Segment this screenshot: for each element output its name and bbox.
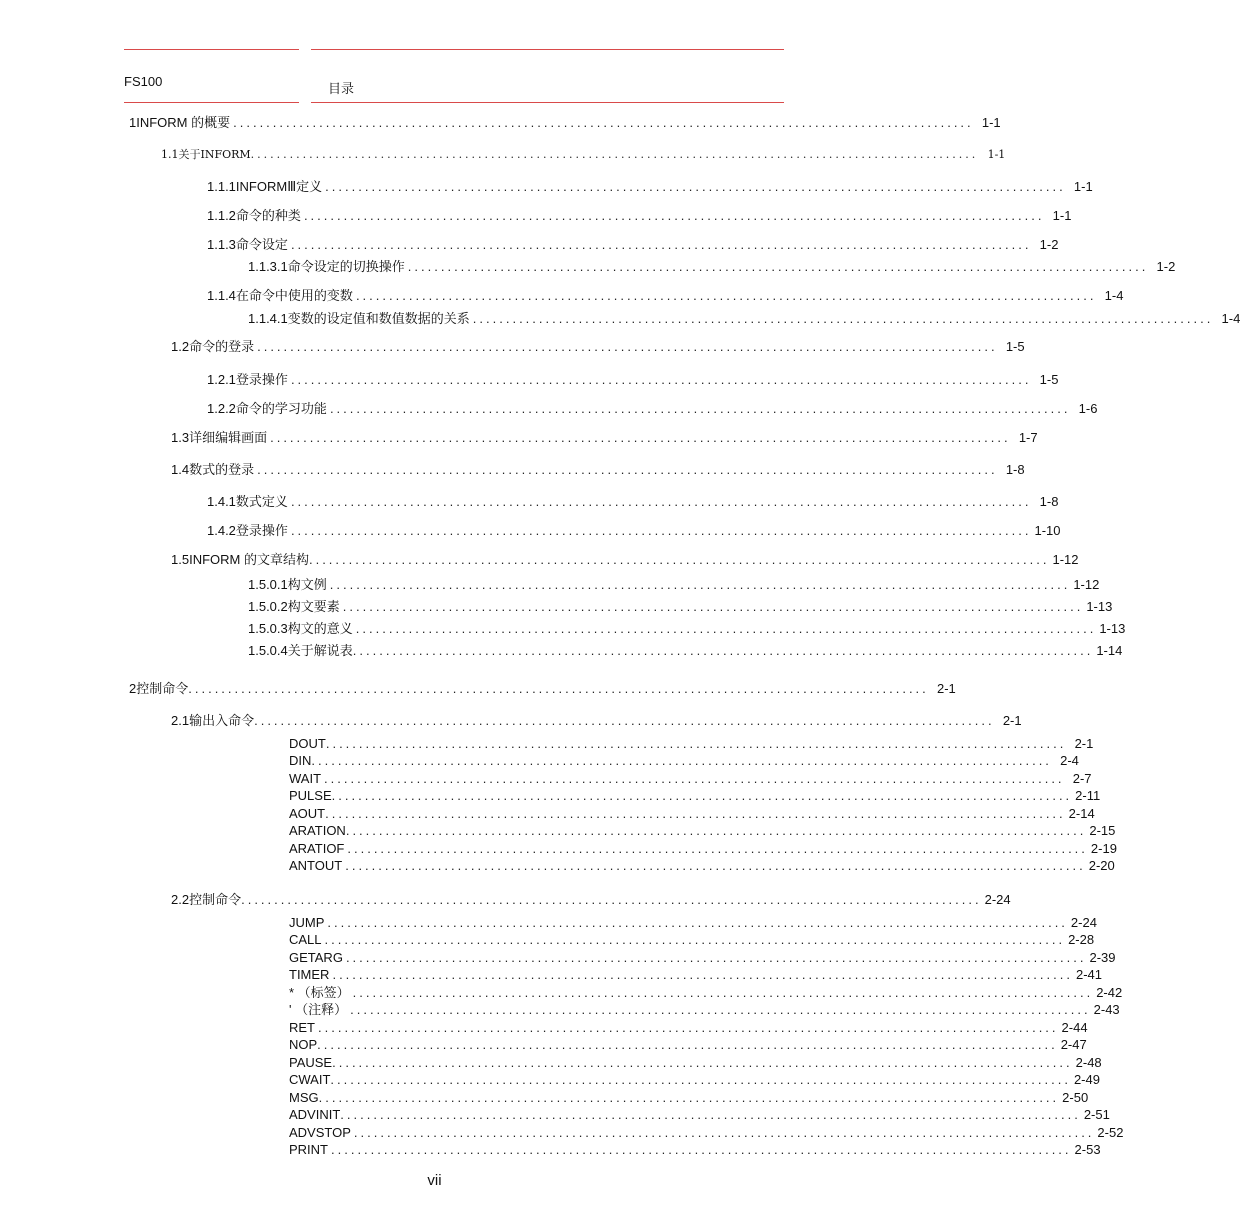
- toc-entry[interactable]: [207, 523, 1061, 539]
- toc-page: 2-52: [1097, 1125, 1124, 1140]
- toc-leader: ................................................................................................................: [290, 237, 1032, 252]
- toc-page: 2-50: [1062, 1090, 1089, 1105]
- toc-page: 2-39: [1089, 950, 1116, 965]
- toc-page: 2-28: [1068, 932, 1095, 947]
- toc-number: 2.2: [171, 892, 190, 907]
- toc-entry[interactable]: [289, 858, 1115, 874]
- toc-title: 构文例: [287, 577, 327, 592]
- toc-leader: ................................................................................................................: [324, 771, 1065, 786]
- toc-number: 1.3: [171, 430, 190, 445]
- toc-title: 命令设定: [235, 237, 288, 252]
- toc-page: 1-8: [1039, 494, 1059, 509]
- toc-leader: ................................................................................................................: [325, 806, 1066, 821]
- toc-title: 控制命令: [189, 892, 242, 907]
- toc-title: AOUT: [289, 806, 326, 821]
- toc-number: 1.5.0.2: [248, 599, 288, 614]
- toc-leader: ................................................................................................................: [331, 788, 1073, 803]
- toc-leader: ................................................................................................................: [270, 430, 1011, 445]
- toc-number: 1.4.2: [207, 523, 236, 538]
- toc-title: 命令的种类: [235, 208, 301, 223]
- toc-title: 数式定义: [235, 494, 288, 509]
- toc-page: 1-2: [1039, 237, 1059, 252]
- toc-leader: ................................................................................................................: [345, 950, 1087, 965]
- toc-leader: ................................................................................................................: [342, 599, 1084, 614]
- header-rule-top-left: [124, 49, 299, 50]
- toc-leader: ................................................................................................................: [332, 967, 1073, 982]
- toc-page: 2-47: [1060, 1037, 1087, 1052]
- toc-title: 数式的登录: [189, 462, 255, 477]
- toc-entry[interactable]: [289, 1037, 1087, 1053]
- toc-title: PAUSE: [289, 1055, 333, 1070]
- toc-leader: ................................................................................................................: [472, 311, 1214, 326]
- toc-title: * （标签）: [289, 985, 350, 1000]
- toc-leader: ................................................................................................................: [352, 985, 1094, 1000]
- toc-title: CWAIT: [289, 1072, 331, 1087]
- toc-number: 2.1: [171, 713, 190, 728]
- toc-page: 2-14: [1068, 806, 1095, 821]
- toc-number: 1.2.1: [207, 372, 236, 387]
- toc-page: 2-24: [984, 892, 1011, 907]
- header-product: FS100: [124, 74, 163, 89]
- toc-page: 1-10: [1034, 523, 1061, 538]
- toc-leader: ................................................................................................................: [350, 1002, 1091, 1017]
- toc-page: 2-19: [1090, 841, 1117, 856]
- toc-number: 1.5.0.4: [248, 643, 288, 658]
- toc-leader: ................................................................................................................: [290, 494, 1032, 509]
- toc-leader: ................................................................................................................: [290, 372, 1032, 387]
- toc-title: JUMP: [289, 915, 325, 930]
- toc-entry[interactable]: [289, 736, 1094, 752]
- toc-entry[interactable]: [289, 985, 1123, 1001]
- toc-entry[interactable]: [171, 892, 1011, 908]
- toc-entry[interactable]: [289, 1107, 1110, 1123]
- toc-entry[interactable]: [248, 621, 1126, 637]
- toc-entry[interactable]: [289, 771, 1092, 787]
- toc-leader: ................................................................................................................: [332, 1055, 1073, 1070]
- toc-leader: ................................................................................................................: [303, 208, 1045, 223]
- toc-page: 1-12: [1073, 577, 1100, 592]
- toc-number: 2: [129, 681, 137, 696]
- toc-leader: ................................................................................................................: [318, 1090, 1060, 1105]
- toc-entry[interactable]: [207, 288, 1124, 304]
- toc-page: 2-49: [1073, 1072, 1100, 1087]
- header-section-title: 目录: [328, 81, 355, 96]
- page-number: vii: [427, 1172, 442, 1189]
- toc-entry[interactable]: [171, 339, 1025, 355]
- toc-leader: ................................................................................................................: [325, 736, 1067, 751]
- toc-number: 1.4.1: [207, 494, 236, 509]
- toc-number: 1.1.3: [207, 237, 236, 252]
- toc-title: CALL: [289, 932, 322, 947]
- toc-entry[interactable]: [248, 311, 1240, 327]
- toc-leader: ................................................................................................................: [250, 148, 979, 161]
- toc-page: 2-53: [1074, 1142, 1101, 1157]
- toc-page: 2-41: [1075, 967, 1103, 982]
- toc-page: 1-1: [981, 115, 1001, 130]
- toc-page: 2-48: [1075, 1055, 1102, 1070]
- toc-title: INFORMⅢ定义: [235, 179, 323, 194]
- toc-entry[interactable]: [289, 1020, 1088, 1036]
- toc-entry[interactable]: [207, 237, 1059, 253]
- toc-page: 2-43: [1093, 1002, 1120, 1017]
- toc-leader: ................................................................................................................: [330, 1072, 1071, 1087]
- toc-page: 1-12: [1052, 552, 1079, 567]
- toc-title: ARATIOF: [289, 841, 345, 856]
- toc-number: 1.1.3.1: [248, 259, 288, 274]
- toc-title: PULSE: [289, 788, 332, 803]
- toc-leader: ................................................................................................................: [324, 932, 1066, 947]
- toc-entry[interactable]: [289, 788, 1101, 804]
- toc-entry[interactable]: [289, 753, 1079, 769]
- toc-entry[interactable]: [289, 1142, 1101, 1158]
- toc-title: NOP: [289, 1037, 318, 1052]
- toc-entry[interactable]: [248, 577, 1100, 593]
- toc-page: 1-1: [1073, 179, 1093, 194]
- toc-title: RET: [289, 1020, 315, 1035]
- toc-page: 2-1: [1074, 736, 1094, 751]
- toc-leader: ................................................................................................................: [257, 339, 998, 354]
- toc-number: 1.2.2: [207, 401, 236, 416]
- toc-title: PRINT: [289, 1142, 328, 1157]
- toc-title: 命令的学习功能: [235, 401, 327, 416]
- toc-title: TIMER: [289, 967, 330, 982]
- toc-entry[interactable]: [207, 179, 1093, 195]
- toc-leader: ................................................................................................................: [241, 892, 982, 907]
- toc-title: ' （注释）: [289, 1002, 348, 1017]
- toc-entry[interactable]: [207, 208, 1072, 224]
- toc-leader: ................................................................................................................: [340, 1107, 1081, 1122]
- toc-leader: ................................................................................................................: [345, 858, 1086, 873]
- toc-page: 2-15: [1089, 823, 1116, 838]
- toc-leader: ................................................................................................................: [345, 823, 1087, 838]
- toc-page: 1-13: [1086, 599, 1113, 614]
- toc-entry[interactable]: [289, 1055, 1102, 1071]
- toc-entry[interactable]: [248, 259, 1176, 275]
- toc-number: 1.5.0.1: [248, 577, 288, 592]
- toc-leader: ................................................................................................................: [290, 523, 1032, 538]
- toc-leader: ................................................................................................................: [331, 1142, 1072, 1157]
- toc-page: 1-5: [1005, 339, 1025, 354]
- toc-leader: ................................................................................................................: [355, 288, 1097, 303]
- toc-entry[interactable]: [248, 599, 1113, 615]
- toc-entry[interactable]: [289, 915, 1097, 931]
- toc-entry[interactable]: [289, 823, 1116, 839]
- toc-page: 2-4: [1060, 753, 1079, 768]
- toc-leader: ................................................................................................................: [318, 1020, 1059, 1035]
- toc-entry[interactable]: [289, 841, 1117, 857]
- toc-page: 1-4: [1104, 288, 1124, 303]
- toc-title: 构文要素: [287, 599, 340, 614]
- toc-title: INFORM 的文章结构: [189, 552, 309, 567]
- toc-leader: ................................................................................................................: [188, 681, 929, 696]
- toc-leader: ................................................................................................................: [317, 1037, 1058, 1052]
- toc-page: 2-20: [1088, 858, 1115, 873]
- toc-title: ARATION: [289, 823, 346, 838]
- toc-entry[interactable]: [129, 681, 956, 697]
- toc-number: 1.1: [161, 148, 179, 161]
- toc-page: 1-4: [1221, 311, 1240, 326]
- header-rule-bottom-right: [311, 102, 784, 103]
- toc-leader: ................................................................................................................: [257, 462, 998, 477]
- toc-entry[interactable]: [207, 401, 1098, 417]
- toc-number: 1.1.2: [207, 208, 236, 223]
- toc-title: 关于解说表: [287, 643, 353, 658]
- toc-leader: ................................................................................................................: [347, 841, 1088, 856]
- toc-leader: ................................................................................................................: [353, 1125, 1095, 1140]
- toc-entry[interactable]: [289, 1002, 1120, 1018]
- toc-entry[interactable]: [207, 372, 1059, 388]
- toc-page: 2-11: [1075, 788, 1101, 803]
- toc-page: 2-44: [1061, 1020, 1088, 1035]
- toc-entry[interactable]: [289, 1125, 1124, 1141]
- toc-page: 1-2: [1156, 259, 1176, 274]
- toc-title: ANTOUT: [289, 858, 343, 873]
- toc-page: 2-42: [1096, 985, 1123, 1000]
- toc-leader: ................................................................................................................: [329, 401, 1071, 416]
- toc-title: 命令的登录: [189, 339, 255, 354]
- toc-title: WAIT: [289, 771, 322, 786]
- toc-title: 命令设定的切换操作: [287, 259, 405, 274]
- toc-entry[interactable]: [289, 1072, 1100, 1088]
- toc-title: 在命令中使用的变数: [235, 288, 353, 303]
- toc-page: 1-1: [987, 148, 1006, 161]
- toc-number: 1.2: [171, 339, 190, 354]
- toc-entry[interactable]: [207, 494, 1059, 510]
- toc-title: ADVINIT: [289, 1107, 341, 1122]
- toc-title: 控制命令: [136, 681, 189, 696]
- toc-page: 2-1: [1002, 713, 1022, 728]
- toc-page: 1-5: [1039, 372, 1059, 387]
- toc-number: 1.1.4.1: [248, 311, 288, 326]
- toc-title: 关于INFORM: [178, 148, 251, 161]
- toc-title: ADVSTOP: [289, 1125, 351, 1140]
- toc-leader: ................................................................................................................: [329, 577, 1071, 592]
- toc-title: 详细编辑画面: [189, 430, 268, 445]
- toc-page: 2-7: [1072, 771, 1092, 786]
- toc-title: MSG: [289, 1090, 319, 1105]
- header-rule-top-right: [311, 49, 784, 50]
- toc-entry[interactable]: [161, 147, 1006, 163]
- toc-leader: ................................................................................................................: [352, 643, 1094, 658]
- toc-title: GETARG: [289, 950, 343, 965]
- toc-leader: ................................................................................................................: [327, 915, 1068, 930]
- toc-page: 1-7: [1018, 430, 1038, 445]
- toc-title: 登录操作: [235, 523, 288, 538]
- toc-entry[interactable]: [289, 806, 1095, 822]
- toc-title: 构文的意义: [287, 621, 353, 636]
- toc-leader: ................................................................................................................: [254, 713, 995, 728]
- toc-page: 1-13: [1099, 621, 1126, 636]
- toc-entry[interactable]: [171, 713, 1022, 729]
- toc-leader: ................................................................................................................: [407, 259, 1149, 274]
- toc-number: 1.1.1: [207, 179, 236, 194]
- toc-leader: ................................................................................................................: [308, 552, 1050, 567]
- toc-leader: ................................................................................................................: [355, 621, 1097, 636]
- toc-title: 登录操作: [235, 372, 288, 387]
- toc-page: 2-24: [1070, 915, 1097, 930]
- toc-entry[interactable]: [171, 430, 1038, 446]
- toc-number: 1.5: [171, 552, 190, 567]
- toc-entry[interactable]: [248, 643, 1123, 659]
- toc-leader: ................................................................................................................: [311, 753, 1052, 768]
- toc-leader: ................................................................................................................: [325, 179, 1066, 194]
- toc-entry[interactable]: [171, 462, 1025, 478]
- toc-page: 2-1: [936, 681, 956, 696]
- toc-leader: ................................................................................................................: [233, 115, 974, 130]
- toc-page: 1-14: [1096, 643, 1123, 658]
- header-rule-bottom-left: [124, 102, 299, 103]
- toc-title: INFORM 的概要: [136, 115, 231, 130]
- toc-entry[interactable]: [289, 932, 1095, 948]
- toc-title: 变数的设定值和数值数据的关系: [287, 311, 470, 326]
- toc-entry[interactable]: [171, 552, 1079, 568]
- toc-page: 2-51: [1083, 1107, 1110, 1122]
- toc-title: DIN: [289, 753, 312, 768]
- toc-entry[interactable]: [289, 967, 1103, 983]
- toc-page: 1-1: [1052, 208, 1072, 223]
- toc-entry[interactable]: [289, 1090, 1089, 1106]
- toc-number: 1: [129, 115, 137, 130]
- toc-number: 1.1.4: [207, 288, 236, 303]
- toc-number: 1.4: [171, 462, 190, 477]
- toc-entry[interactable]: [289, 950, 1116, 966]
- toc-title: 输出入命令: [189, 713, 255, 728]
- toc-number: 1.5.0.3: [248, 621, 288, 636]
- toc-page: 1-8: [1005, 462, 1025, 477]
- toc-title: DOUT: [289, 736, 326, 751]
- toc-page: 1-6: [1078, 401, 1098, 416]
- toc-entry[interactable]: [129, 115, 1001, 131]
